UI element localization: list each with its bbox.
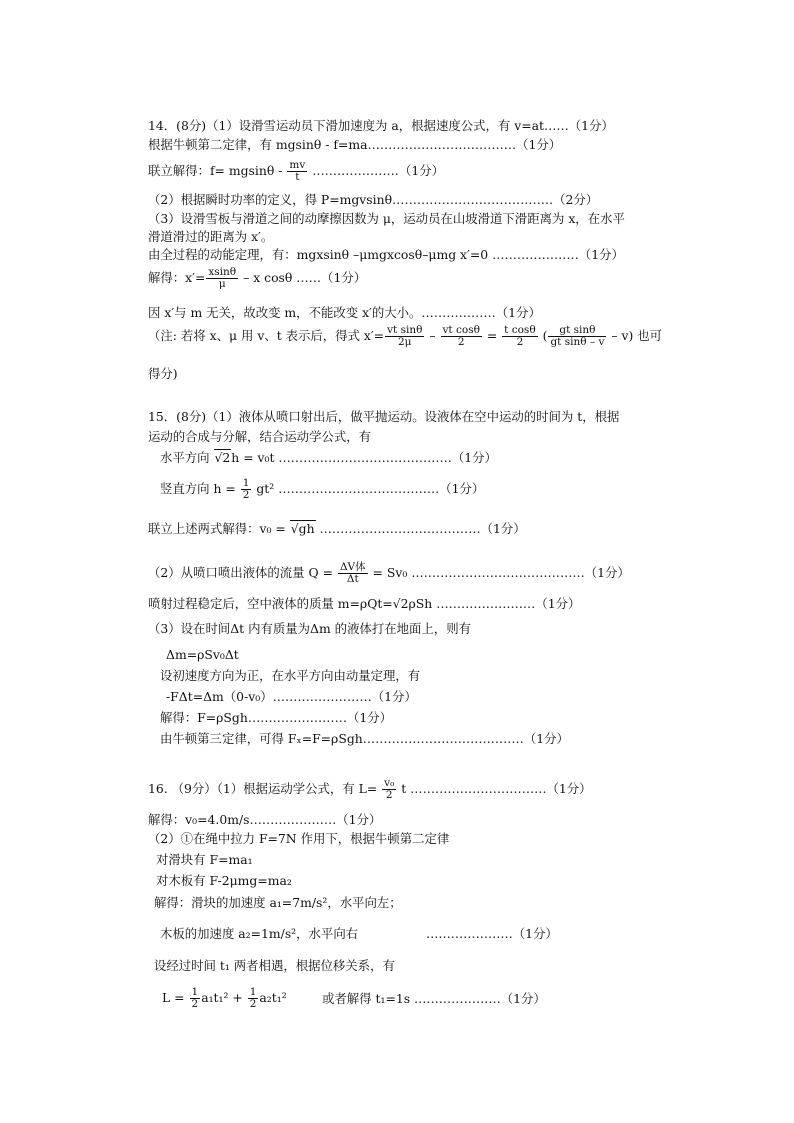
p16-line7-text: 木板的加速度 a₂=1m/s²，水平向右 xyxy=(160,926,359,941)
denominator: 2 xyxy=(191,998,199,1010)
p16-line3: （2）①在绳中拉力 F=7N 作用下，根据牛顿第二定律 xyxy=(148,831,450,846)
p14-line8-text: 解得：x′= xyxy=(148,270,206,285)
p16-line9-mid: a₁t₁² + xyxy=(201,990,247,1005)
p15-line12: 解得：F=ρSgh……………………（1分） xyxy=(160,710,393,725)
p14-line3-text: 联立解得：f= mgsinθ - xyxy=(148,163,287,178)
denominator: 2 xyxy=(249,998,257,1010)
p15-line4 xyxy=(160,478,484,501)
p16-line6: 解得：滑块的加速度 a₁=7m/s²，水平向左； xyxy=(154,895,402,910)
fraction xyxy=(441,325,482,348)
denominator: 2 xyxy=(385,789,393,801)
p16-line9-end: a₂t₁² xyxy=(259,990,287,1005)
fraction xyxy=(385,325,424,348)
p14-line2: 根据牛顿第二定律，有 mgsinθ - f=ma………………………………（1分） xyxy=(148,137,562,152)
denominator: μ xyxy=(218,278,226,290)
p15-line6-rest: = Sv₀ ……………………………………（1分） xyxy=(368,565,630,580)
p15-line13: 由牛顿第三定律，可得 Fₓ=F=ρSgh…………………………………（1分） xyxy=(160,731,569,746)
denominator: t xyxy=(295,171,300,183)
p15-line6 xyxy=(148,562,630,585)
fraction xyxy=(502,325,537,348)
p15-line2: 运动的合成与分解，结合运动学公式，有 xyxy=(148,429,372,444)
numerator: 1 xyxy=(242,477,250,489)
fraction xyxy=(206,267,238,290)
fraction xyxy=(548,325,606,348)
p16-line1-text: 16. （9分）（1）根据运动学公式，有 L= xyxy=(148,781,382,796)
p14-note-text: （注: 若将 x、μ 用 v、t 表示后，得式 x′= xyxy=(148,328,385,343)
p16-line9 xyxy=(162,987,287,1010)
p16-line4: 对滑块有 F=ma₁ xyxy=(156,852,253,867)
p14-note-end: – v) 也可 xyxy=(607,328,663,343)
fraction xyxy=(287,160,307,183)
p15-line11: -FΔt=Δm（0-v₀）……………………（1分） xyxy=(166,689,417,704)
p15-line4-rest: gt² …………………………………（1分） xyxy=(252,481,485,496)
operator: ( xyxy=(538,328,548,343)
p14-line3-score: …………………（1分） xyxy=(308,163,444,178)
p14-line6: 滑道滑过的距离为 x′。 xyxy=(148,229,274,244)
denominator: 2 xyxy=(516,336,524,348)
p15-line3-rest: h = v₀t ……………………………………（1分） xyxy=(231,450,497,465)
operator: – xyxy=(425,328,440,343)
numerator: xsinθ xyxy=(208,266,237,278)
fraction xyxy=(382,778,396,801)
p15-line8: （3）设在时间Δt 内有质量为Δm 的液体打在地面上，则有 xyxy=(148,621,471,636)
p14-line1: 14．(8分)（1）设滑雪运动员下滑加速度为 a，根据速度公式，有 v=at……（1分） xyxy=(148,118,614,133)
p14-line10 xyxy=(148,325,662,348)
numerator: vt cosθ xyxy=(442,324,480,336)
p16-line8: 设经过时间 t₁ 两者相遇，根据位移关系，有 xyxy=(154,958,395,973)
p15-line7: 喷射过程稳定后，空中液体的质量 m=ρQt=√2ρSh ……………………（1分） xyxy=(148,596,581,611)
p15-line10: 设初速度方向为正，在水平方向由动量定理，有 xyxy=(160,668,421,683)
fraction xyxy=(241,478,252,501)
numerator: 1 xyxy=(191,986,199,998)
p16-line1-rest: t ……………………………（1分） xyxy=(397,781,592,796)
operator: = xyxy=(482,328,502,343)
p15-line5-rest: …………………………………（1分） xyxy=(315,521,526,536)
p16-line7 xyxy=(160,926,358,942)
denominator: 2 xyxy=(242,489,250,501)
p14-line3 xyxy=(148,160,444,183)
p14-line4: （2）根据瞬时功率的定义，得 P=mgvsinθ…………………………………（2分） xyxy=(148,192,599,207)
p15-line5 xyxy=(148,521,526,537)
p16-line1 xyxy=(148,778,592,801)
p15-line1: 15．(8分)（1）液体从喷口射出后，做平抛运动。设液体在空中运动的时间为 t，根据 xyxy=(148,409,620,424)
p16-line2: 解得：v₀=4.0m/s…………………（1分） xyxy=(148,812,382,827)
denominator: Δt xyxy=(346,573,359,585)
numerator: ΔV体 xyxy=(339,561,366,573)
fraction xyxy=(190,987,201,1010)
numerator: v₀ xyxy=(384,777,395,789)
p15-line4-text: 竖直方向 h = xyxy=(160,481,240,496)
fraction xyxy=(248,987,259,1010)
p15-line3 xyxy=(160,450,497,466)
p14-line8 xyxy=(148,267,366,290)
sqrt: √2 xyxy=(214,450,231,465)
p14-line11: 得分) xyxy=(148,366,178,381)
p15-line5-text: 联立上述两式解得：v₀ = xyxy=(148,521,290,536)
numerator: t cosθ xyxy=(504,324,536,336)
numerator: mv xyxy=(289,159,306,171)
p15-line9: Δm=ρSv₀Δt xyxy=(166,647,239,662)
p15-line6-text: （2）从喷口喷出液体的流量 Q = xyxy=(148,565,337,580)
fraction xyxy=(338,562,368,585)
numerator: gt sinθ xyxy=(548,325,606,337)
p14-line7: 由全过程的动能定理，有：mgxsinθ –μmgxcosθ–μmg x′=0 …………………（1分） xyxy=(148,247,624,262)
p14-line9: 因 x′与 m 无关，故改变 m，不能改变 x′的大小。………………（1分） xyxy=(148,305,541,320)
p16-line9-text: L = xyxy=(162,990,189,1005)
p16-line5: 对木板有 F-2μmg=ma₂ xyxy=(156,873,292,888)
numerator: vt sinθ xyxy=(387,324,423,336)
p16-line7-score: …………………（1分） xyxy=(426,926,558,941)
p14-line8-score: – x cosθ ……（1分） xyxy=(239,270,367,285)
p14-line5: （3）设滑雪板与滑道之间的动摩擦因数为 μ，运动员在山坡滑道下滑距离为 x，在水平 xyxy=(148,211,625,226)
sqrt: √gh xyxy=(290,521,315,536)
numerator: 1 xyxy=(249,986,257,998)
denominator: 2μ xyxy=(398,336,412,348)
p16-line9-alt: 或者解得 t₁=1s …………………（1分） xyxy=(322,991,546,1006)
denominator: gt sinθ – v xyxy=(550,336,605,348)
denominator: 2 xyxy=(457,336,465,348)
p15-line3-text: 水平方向 xyxy=(160,450,214,465)
